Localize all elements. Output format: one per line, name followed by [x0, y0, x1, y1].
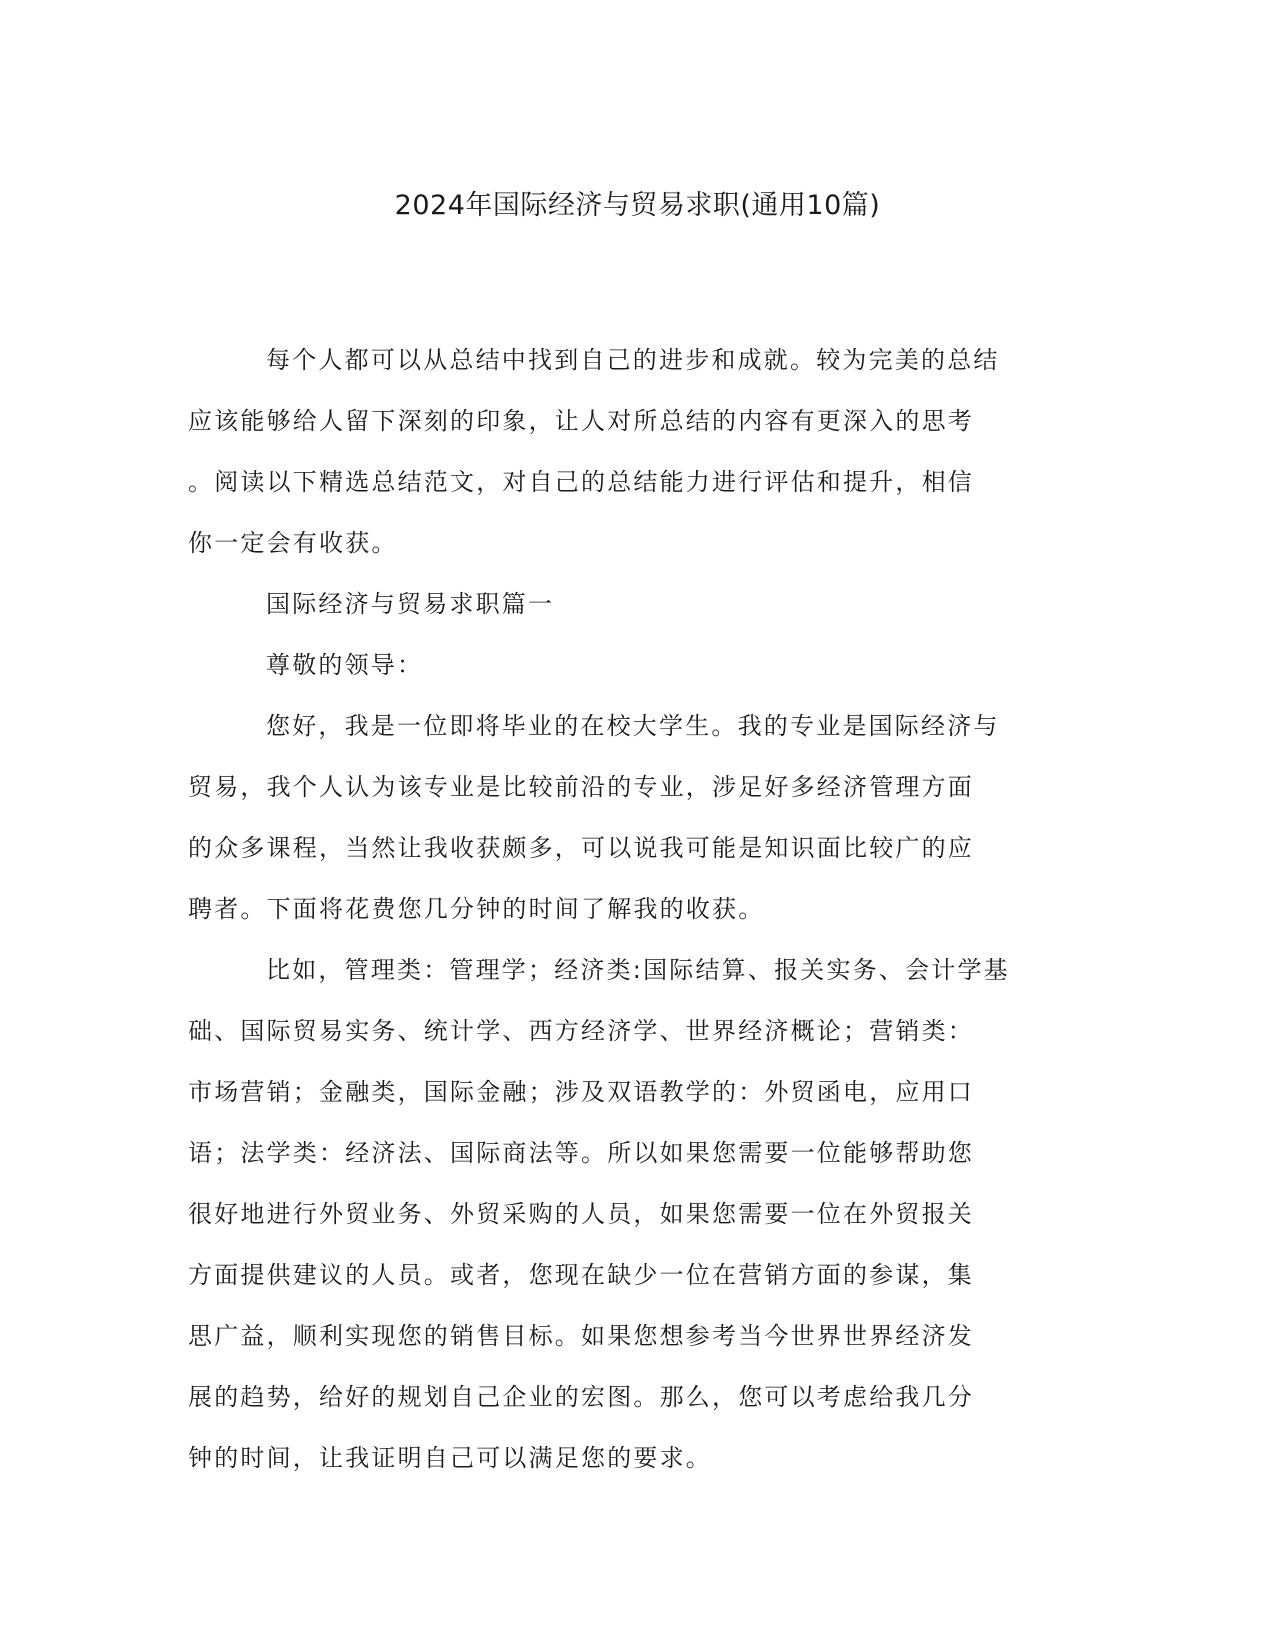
letter-paragraph-line: 础、国际贸易实务、统计学、西方经济学、世界经济概论；营销类：	[188, 1017, 974, 1045]
letter-paragraph-line: 市场营销；金融类，国际金融；涉及双语教学的：外贸函电，应用口	[188, 1078, 974, 1106]
letter-paragraph-line: 贸易，我个人认为该专业是比较前沿的专业，涉足好多经济管理方面	[188, 773, 974, 801]
letter-paragraph-line: 思广益，顺利实现您的销售目标。如果您想参考当今世界世界经济发	[188, 1322, 974, 1350]
letter-paragraph-line: 语；法学类：经济法、国际商法等。所以如果您需要一位能够帮助您	[188, 1139, 974, 1167]
letter-paragraph-line: 方面提供建议的人员。或者，您现在缺少一位在营销方面的参谋，集	[188, 1261, 974, 1289]
salutation: 尊敬的领导：	[266, 651, 424, 679]
letter-paragraph-line: 您好，我是一位即将毕业的在校大学生。我的专业是国际经济与	[266, 712, 1000, 740]
document-title: 2024年国际经济与贸易求职(通用10篇)	[394, 190, 881, 221]
letter-paragraph-line: 很好地进行外贸业务、外贸采购的人员，如果您需要一位在外贸报关	[188, 1200, 974, 1228]
intro-paragraph-line: 应该能够给人留下深刻的印象，让人对所总结的内容有更深入的思考	[188, 407, 974, 435]
intro-paragraph-line: 你一定会有收获。	[188, 529, 398, 557]
letter-paragraph-line: 比如，管理类：管理学；经济类:国际结算、报关实务、会计学基	[266, 956, 1010, 984]
intro-paragraph-line: 。阅读以下精选总结范文，对自己的总结能力进行评估和提升，相信	[188, 468, 974, 496]
section-heading: 国际经济与贸易求职篇一	[266, 590, 555, 618]
document-body	[188, 330, 1078, 1489]
letter-paragraph-line: 展的趋势，给好的规划自己企业的宏图。那么，您可以考虑给我几分	[188, 1383, 974, 1411]
letter-paragraph-line: 聘者。下面将花费您几分钟的时间了解我的收获。	[188, 895, 765, 923]
letter-paragraph-line: 钟的时间，让我证明自己可以满足您的要求。	[188, 1444, 712, 1472]
intro-paragraph-line: 每个人都可以从总结中找到自己的进步和成就。较为完美的总结	[266, 346, 1000, 374]
letter-paragraph-line: 的众多课程，当然让我收获颇多，可以说我可能是知识面比较广的应	[188, 834, 974, 862]
